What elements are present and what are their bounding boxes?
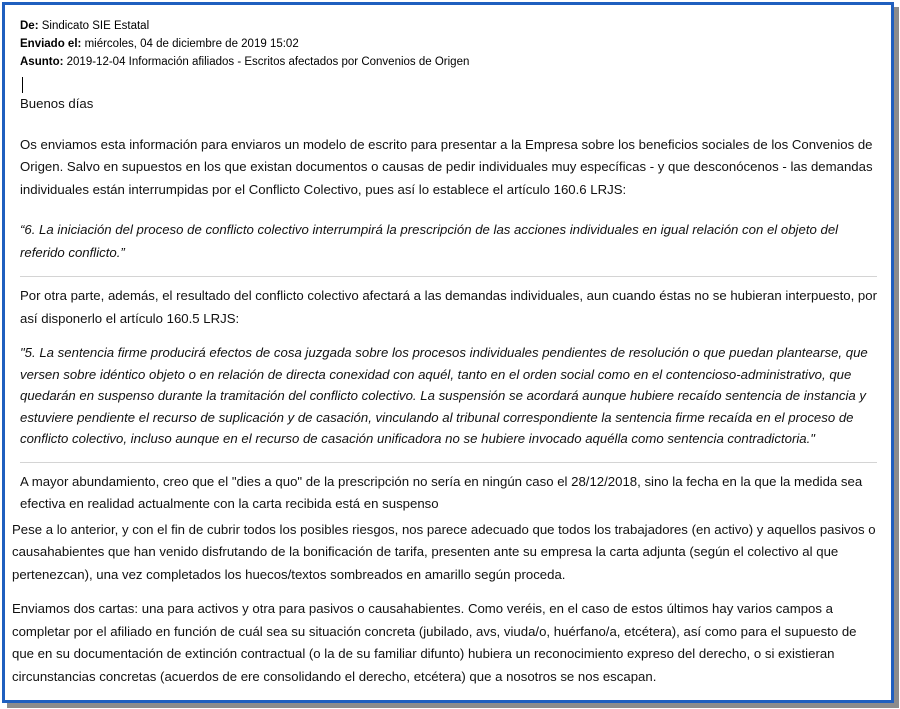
a-mayor-paragraph: A mayor abundamiento, creo que el "dies a quo" de la prescripción no sería en ningún caso el 28/12/2018, sino la fecha en la que la medida sea efectiva en realidad actualmente con la carta recibida está en suspenso <box>20 473 863 511</box>
from-row <box>20 17 469 35</box>
quote-article-160-6: “6. La iniciación del proceso de conflicto colectivo interrumpirá la prescripción de las acciones individuales en igual relación con el objeto del referido conflicto.” <box>20 222 839 260</box>
pese-paragraph: Pese a lo anterior, y con el fin de cubrir todos los posibles riesgos, nos parece adecuado que todos los trabajadores (en activo) y aquellos pasivos o causahabientes que han venido disfrutando de la bonificación de tarifa, presenten ante su empresa la carta adjunta (según el colectivo al que pertenezcan), una vez completados los huecos/textos sombreados en amarillo según proceda. <box>12 521 876 582</box>
enviamos-paragraph: Enviamos dos cartas: una para activos y otra para pasivos o causahabientes. Como veréis, en el caso de estos últimos hay varios campos a completar por el afiliado en función de cuál sea su situación concreta (jubilado, avs, viuda/o, huérfano/a, etcétera), así como para el supuesto de que en su documentación de extinción contractual (o la de su familiar difunto) hubiera un reconocimiento expreso del derecho, o si existieran circunstancias concretas (acuerdos de ere consolidando el derecho, etcétera) que a nosotros se nos escapan. <box>12 601 857 684</box>
sent-row <box>20 35 469 53</box>
sent-label: Enviado el: <box>20 38 82 50</box>
from-label: De: <box>20 20 39 32</box>
email-header <box>20 17 469 71</box>
por-otra-parte-paragraph: Por otra parte, además, el resultado del conflicto colectivo afectará a las demandas individuales, aun cuando éstas no se hubieran interpuesto, por así disponerlo el artículo 160.5 LRJS: <box>20 288 877 326</box>
divider <box>20 276 877 277</box>
sent-value: miércoles, 04 de diciembre de 2019 15:02 <box>84 38 299 50</box>
text-cursor <box>22 77 23 93</box>
from-value: Sindicato SIE Estatal <box>41 20 150 32</box>
subject-value: 2019-12-04 Información afiliados - Escritos afectados por Convenios de Origen <box>66 56 470 68</box>
quote-article-160-5: "5. La sentencia firme producirá efectos de cosa juzgada sobre los procesos individuales pendientes de resolución o que puedan plantearse, que versen sobre idéntico objeto o en relación de directa conexidad con aquél, tanto en el orden social como en el contencioso-administrativo, que quedarán en suspenso durante la tramitación del conflicto colectivo. La suspensión se acordará aunque hubiere recaído sentencia de instancia y estuviere pendiente el recurso de suplicación y de casación, vinculando al tribunal correspondiente la sentencia firme recaída en el proceso de conflicto colectivo, incluso aunque en el recurso de casación unificadora no se hubiere invocado aquélla como sentencia contradictoria." <box>20 345 868 446</box>
email-screenshot-frame <box>2 2 894 703</box>
greeting: Buenos días <box>20 96 94 111</box>
intro-paragraph: Os enviamos esta información para enviaros un modelo de escrito para presentar a la Empresa sobre los beneficios sociales de los Convenios de Origen. Salvo en supuestos en los que existan documentos o causas de pedir individuales muy específicas - y que desconócenos - las demandas individuales están interrumpidas por el Conflicto Colectivo, pues así lo establece el artículo 160.6 LRJS: <box>20 136 873 197</box>
subject-label: Asunto: <box>20 56 64 68</box>
divider <box>20 462 877 463</box>
subject-row <box>20 53 469 71</box>
email-body <box>12 93 877 688</box>
